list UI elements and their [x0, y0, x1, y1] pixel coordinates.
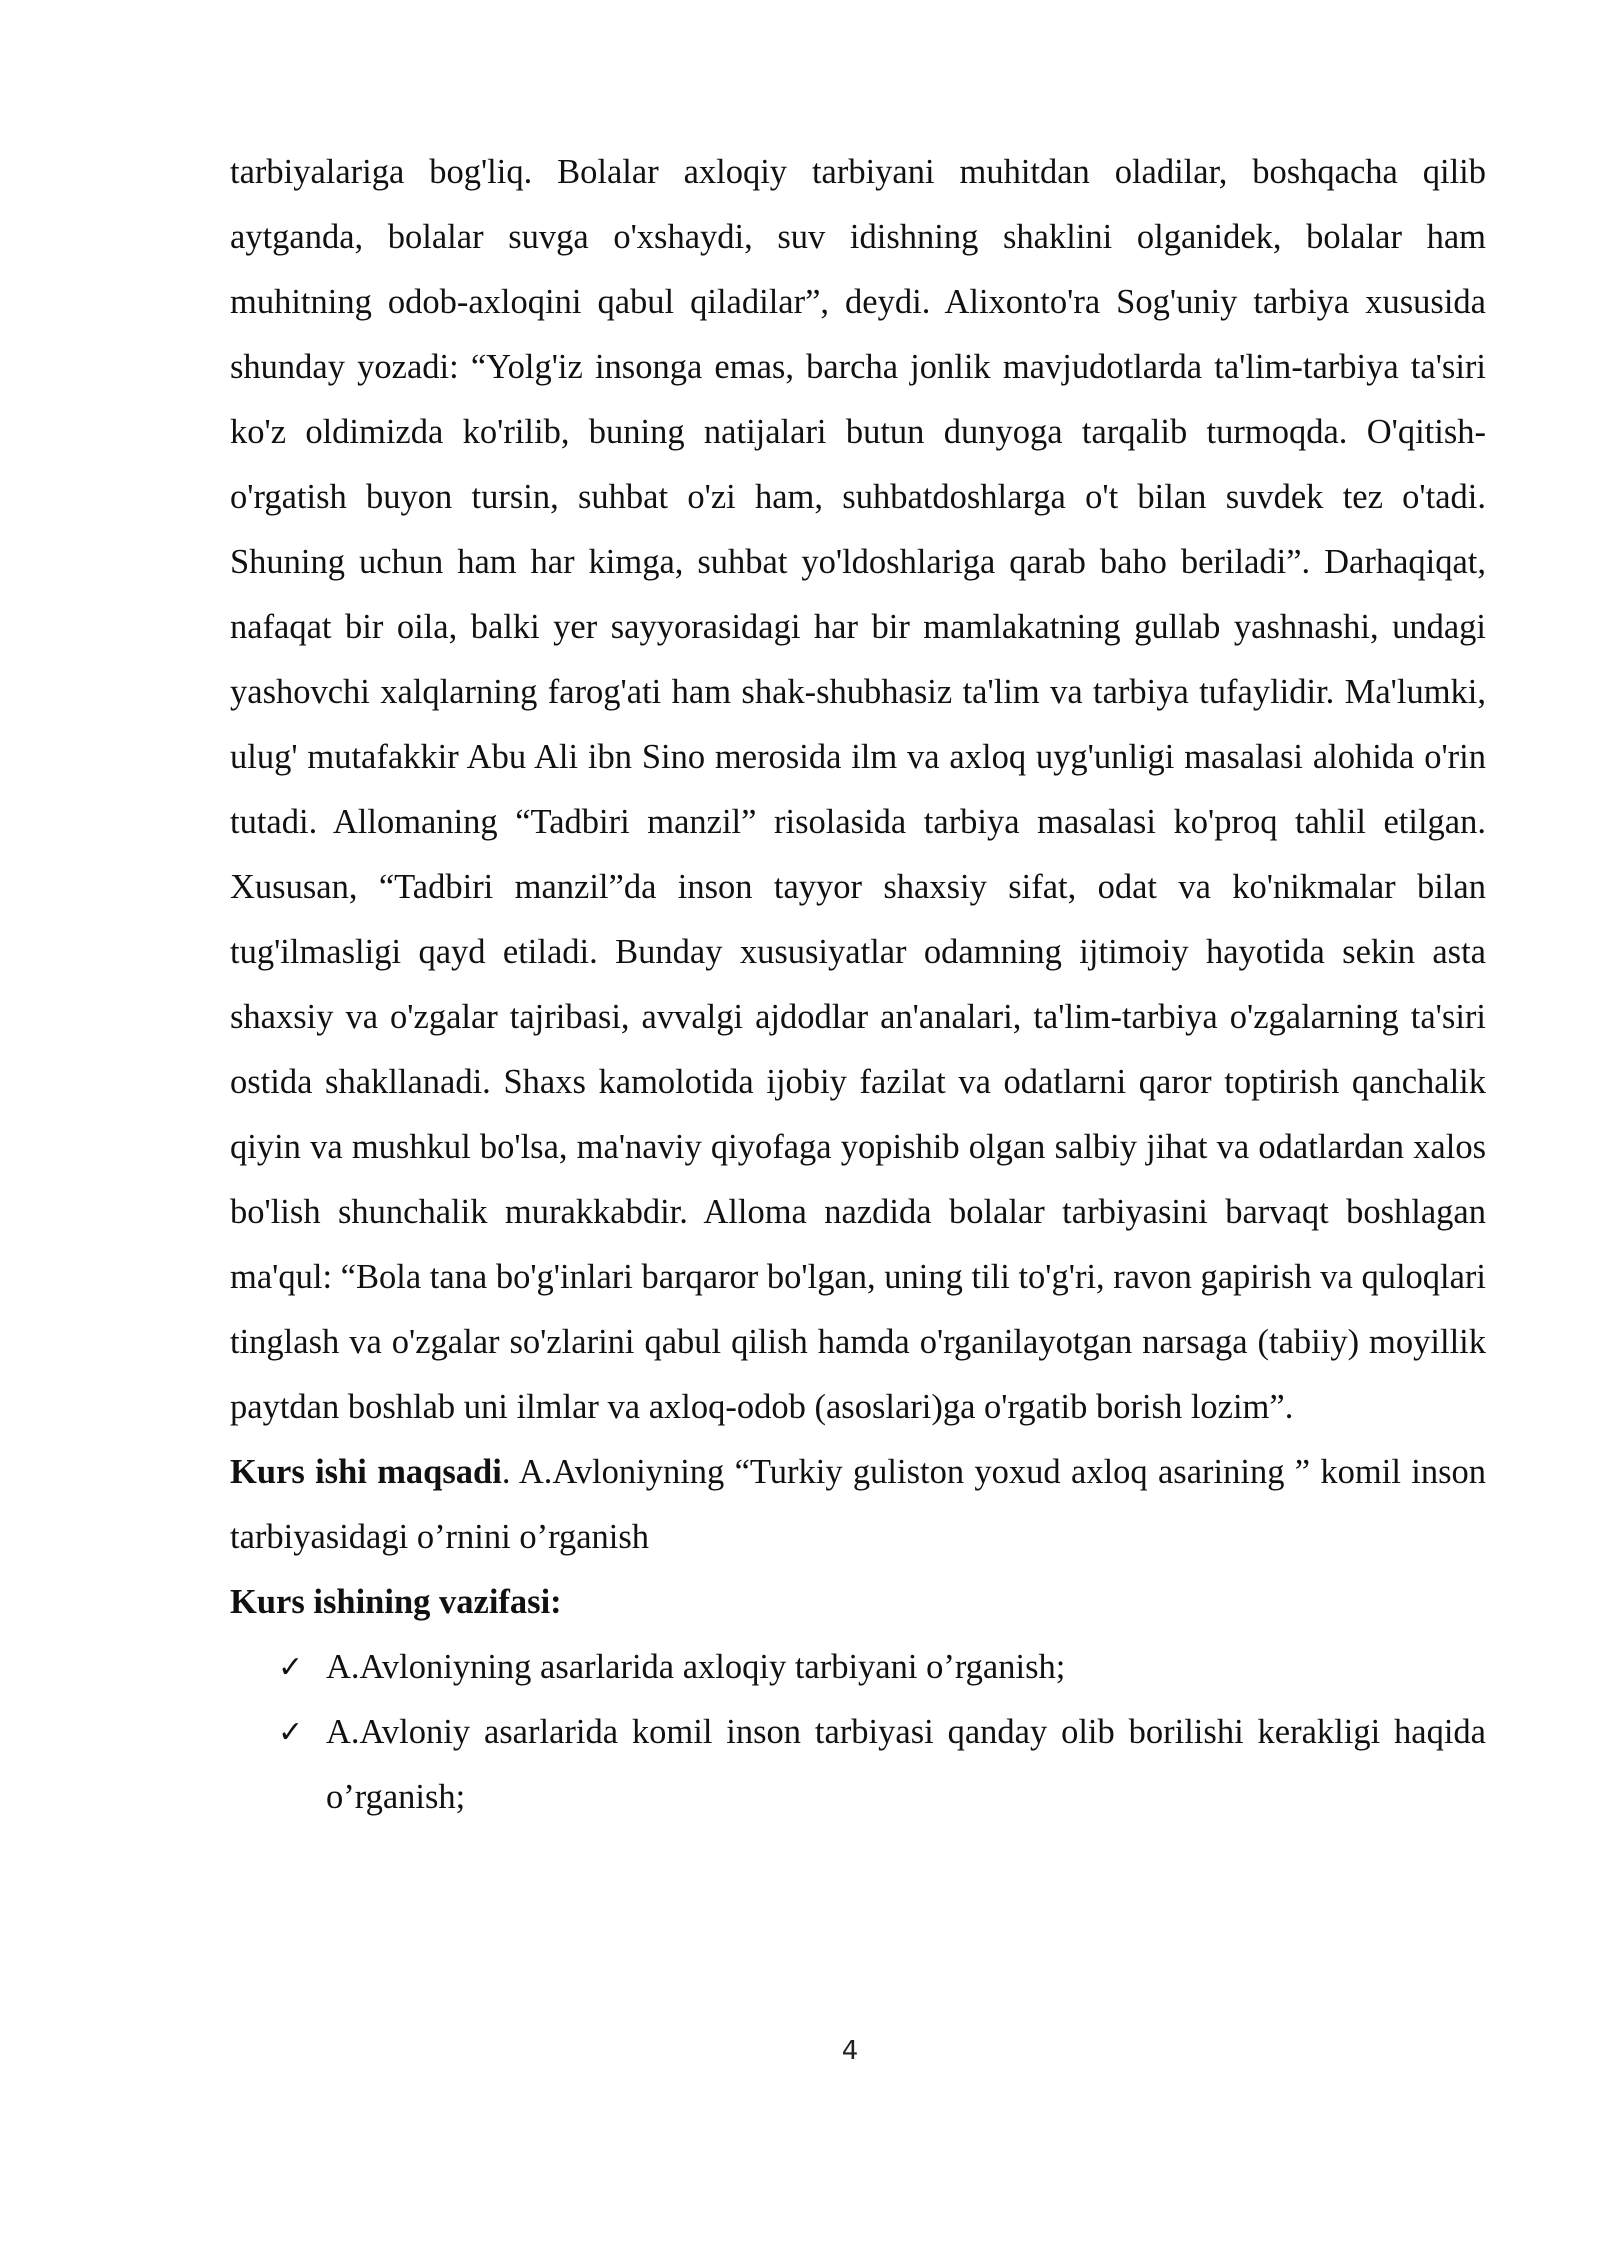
- document-page: [230, 140, 1486, 1830]
- task-text: A.Avloniy asarlarida komil inson tarbiyasi qanday olib borilishi kerakligi haqida o’rganish;: [326, 1713, 1486, 1816]
- list-item: [230, 1700, 1486, 1830]
- course-goal-label: Kurs ishi maqsadi: [230, 1453, 502, 1491]
- checkmark-icon: ✓: [278, 1715, 304, 1750]
- task-text: A.Avloniyning asarlarida axloqiy tarbiyani o’rganish;: [326, 1648, 1066, 1686]
- course-tasks-list: [230, 1635, 1486, 1830]
- course-goal-text: . A.Avloniyning “Turkiy guliston yoxud axloq asarining ” komil inson tarbiyasidagi o’rnini o’rganish: [230, 1453, 1486, 1556]
- list-item: [230, 1635, 1486, 1700]
- page-number: 4: [841, 2036, 859, 2066]
- body-paragraph: tarbiyalariga bog'liq. Bolalar axloqiy tarbiyani muhitdan oladilar, boshqacha qilib aytganda, bolalar suvga o'xshaydi, suv idishning shaklini olganidek, bolalar ham muhitning odob-axloqini qabul qiladilar”, deydi. Alixonto'ra Sog'uniy tarbiya xususida shunday yozadi: “Yolg'iz insonga emas, barcha jonlik mavjudotlarda ta'lim-tarbiya ta'siri ko'z oldimizda ko'rilib, buning natijalari butun dunyoga tarqalib turmoqda. O'qitish-o'rgatish buyon tursin, suhbat o'zi ham, suhbatdoshlarga o't bilan suvdek tez o'tadi. Shuning uchun ham har kimga, suhbat yo'ldoshlariga qarab baho beriladi”. Darhaqiqat, nafaqat bir oila, balki yer sayyorasidagi har bir mamlakatning gullab yashnashi, undagi yashovchi xalqlarning farog'ati ham shak-shubhasiz ta'lim va tarbiya tufaylidir. Ma'lumki, ulug' mutafakkir Abu Ali ibn Sino merosida ilm va axloq uyg'unligi masalasi alohida o'rin tutadi. Allomaning “Tadbiri manzil” risolasida tarbiya masalasi ko'proq tahlil etilgan. Xususan, “Tadbiri manzil”da inson tayyor shaxsiy sifat, odat va ko'nikmalar bilan tug'ilmasligi qayd etiladi. Bunday xususiyatlar odamning ijtimoiy hayotida sekin asta shaxsiy va o'zgalar tajribasi, avvalgi ajdodlar an'analari, ta'lim-tarbiya o'zgalarning ta'siri ostida shakllanadi. Shaxs kamolotida ijobiy fazilat va odatlarni qaror toptirish qanchalik qiyin va mushkul bo'lsa, ma'naviy qiyofaga yopishib olgan salbiy jihat va odatlardan xalos bo'lish shunchalik murakkabdir. Alloma nazdida bolalar tarbiyasini barvaqt boshlagan ma'qul: “Bola tana bo'g'inlari barqaror bo'lgan, uning tili to'g'ri, ravon gapirish va quloqlari tinglash va o'zgalar so'zlarini qabul qilish hamda o'rganilayotgan narsaga (tabiiy) moyillik paytdan boshlab uni ilmlar va axloq-odob (asoslari)ga o'rgatib borish lozim”.: [230, 153, 1486, 1426]
- checkmark-icon: ✓: [278, 1650, 304, 1685]
- course-tasks-heading: Kurs ishining vazifasi:: [230, 1583, 562, 1621]
- course-goal-paragraph: [230, 1440, 1486, 1570]
